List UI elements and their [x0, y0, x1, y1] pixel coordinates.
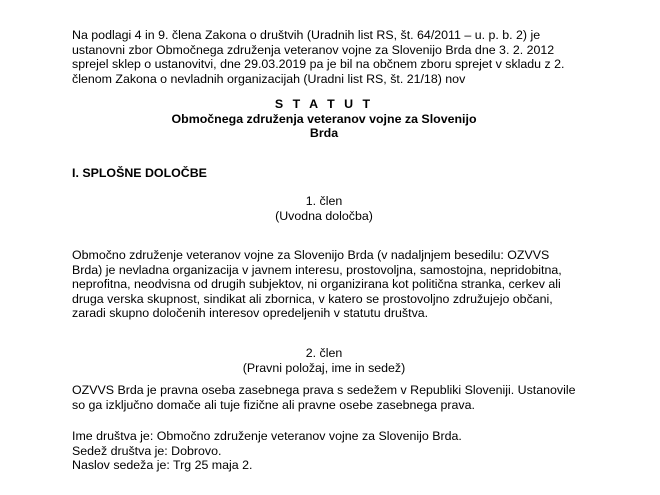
paragraph-line: Brda) je nevladna organizacija v javnem interesu, prostovoljna, samostojna, nepridobitna,: [72, 262, 562, 277]
article-2-paragraph: [72, 383, 576, 412]
statute-title: S T A T U T: [274, 97, 374, 111]
article-2-heading: [72, 346, 576, 375]
association-seat: Sedež društva je: Dobrovo.: [72, 443, 222, 458]
intro-line: sprejel sklep o ustanovitvi, dne 29.03.2019 pa je bil na občnem zboru sprejet v skladu z 2.: [72, 57, 565, 72]
intro-line: Na podlagi 4 in 9. člena Zakona o društvih (Uradnih list RS, št. 64/2011 – u. p. b. 2) je: [72, 28, 541, 42]
association-address: Naslov sedeža je: Trg 25 maja 2.: [72, 458, 253, 473]
article-title: (Pravni položaj, ime in sedež): [242, 360, 406, 375]
intro-line: členom Zakona o nevladnih organizacijah (Uradni list RS, št. 21/18) nov: [72, 71, 466, 86]
section-heading: I. SPLOŠNE DOLOČBE: [72, 166, 207, 180]
article-number: 2. člen: [305, 346, 343, 360]
paragraph-line: druga verska skupnost, sindikat ali zbornica, v katero se prostovoljno združujejo občani,: [72, 291, 553, 306]
article-1-paragraph: [72, 248, 576, 321]
paragraph-line: OZVVS Brda je pravna oseba zasebnega prava s sedežem v Republiki Sloveniji. Ustanovile: [72, 383, 576, 397]
association-details: [72, 429, 576, 473]
paragraph-line: Območno združenje veteranov vojne za Slovenijo Brda (v nadaljnjem besedilu: OZVVS: [72, 248, 550, 262]
statute-title-block: [72, 97, 576, 141]
statute-subtitle-place: Brda: [309, 126, 339, 141]
statute-subtitle: Območnega združenja veteranov vojne za Slovenijo: [171, 111, 477, 126]
article-title: (Uvodna določba): [275, 208, 373, 223]
article-number: 1. člen: [305, 194, 343, 208]
association-name: Ime društva je: Območno združenje veteranov vojne za Slovenijo Brda.: [72, 429, 462, 443]
paragraph-line: neprofitna, neodvisna od drugih subjektov, ni organizirana kot politična stranka, cerkev ali: [72, 277, 561, 292]
intro-line: ustanovni zbor Območnega združenja veteranov vojne za Slovenijo Brda dne 3. 2. 2012: [72, 42, 555, 57]
intro-paragraph: [72, 28, 576, 86]
paragraph-line: zaradi skupno določenih interesov opredeljenih v statutu društva.: [72, 306, 429, 321]
paragraph-line: so ga izključno domače ali tuje fizične ali pravne osebe zasebnega prava.: [72, 397, 475, 412]
article-1-heading: [72, 194, 576, 223]
